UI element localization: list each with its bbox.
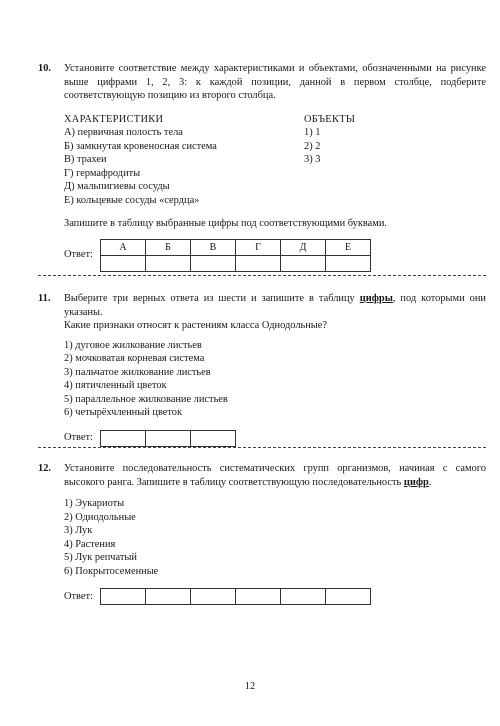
answer-table [100, 588, 371, 605]
answer-cell[interactable] [326, 255, 371, 271]
section-divider [38, 447, 486, 448]
answer-label: Ответ: [64, 249, 93, 261]
option-item: 4) пятичленный цветок [64, 380, 167, 392]
text-part: . [428, 476, 432, 488]
option-item: 4) Растения [64, 538, 116, 550]
option-item: 1) дуговое жилкование листьев [64, 339, 202, 351]
characteristic-item: А) первичная полость тела [64, 127, 183, 139]
option-item: 6) четырёхчленный цветок [64, 407, 183, 419]
characteristic-item: Д) мальпигиевы сосуды [64, 181, 170, 193]
table-instruction: Запишите в таблицу выбранные цифры под соответствующими буквами. [64, 218, 388, 230]
question-text [64, 462, 486, 489]
option-item: 5) параллельное жилкование листьев [64, 393, 228, 405]
characteristic-item: Е) кольцевые сосуды «сердца» [64, 194, 200, 206]
option-item: 2) мочковатая корневая система [64, 353, 205, 365]
text-part: Выберите три верных ответа из шести и запишите в таблицу [64, 293, 360, 304]
letter-header-b: Б [146, 239, 191, 255]
option-item: 3) пальчатое жилкование листьев [64, 366, 211, 378]
characteristics-header: ХАРАКТЕРИСТИКИ [64, 113, 164, 125]
section-divider [38, 275, 486, 276]
option-item: 5) Лук репчатый [64, 552, 137, 564]
question-prompt: Какие признаки относят к растениям класса Однодольные? [64, 320, 328, 332]
object-item: 3) 3 [304, 154, 321, 166]
answer-cell[interactable] [191, 430, 236, 446]
characteristic-item: В) трахеи [64, 154, 107, 166]
answer-cell[interactable] [101, 589, 146, 605]
answer-cell[interactable] [236, 255, 281, 271]
letter-header-v: В [191, 239, 236, 255]
answer-cell[interactable] [146, 255, 191, 271]
option-item: 2) Однодольные [64, 511, 136, 523]
object-item: 1) 1 [304, 127, 321, 139]
question-text: Установите соответствие между характеристиками и объектами, обозначенными на рисунке выше цифрами 1, 2, 3: к каждой позиции, данной в первом столбце, подберите соответствующую позицию из второго столбца. [64, 63, 486, 102]
text-part: , под которыми они указаны. [64, 293, 486, 318]
object-item: 2) 2 [304, 140, 321, 152]
answer-cell[interactable] [101, 430, 146, 446]
answer-table [100, 430, 236, 447]
characteristic-item: Б) замкнутая кровеносная система [64, 140, 217, 152]
answer-cell[interactable] [101, 255, 146, 271]
page-number: 12 [244, 681, 256, 692]
answer-cell[interactable] [191, 589, 236, 605]
characteristics-column [64, 113, 284, 208]
letter-header-g: Г [236, 239, 281, 255]
question-text [64, 292, 486, 319]
answer-cell[interactable] [281, 255, 326, 271]
answer-label: Ответ: [64, 590, 93, 602]
objects-header: ОБЪЕКТЫ [304, 113, 356, 125]
answer-cell[interactable] [326, 589, 371, 605]
letter-header-d: Д [281, 239, 326, 255]
answer-cell[interactable] [191, 255, 236, 271]
characteristic-item: Г) гермафродиты [64, 167, 141, 179]
option-item: 3) Лук [64, 525, 93, 537]
answer-label: Ответ: [64, 432, 93, 444]
question-number: 10. [38, 63, 51, 74]
answer-cell[interactable] [236, 589, 281, 605]
answer-cell[interactable] [146, 589, 191, 605]
question-10 [38, 62, 486, 272]
options-list [64, 497, 486, 578]
emphasized-word: цифр [403, 476, 429, 488]
letter-header-e: Е [326, 239, 371, 255]
question-number: 11. [38, 293, 51, 304]
answer-cell[interactable] [281, 589, 326, 605]
letter-header-a: А [101, 239, 146, 255]
question-12 [38, 462, 486, 605]
options-list [64, 339, 486, 420]
text-part: Установите последовательность систематических групп организмов, начиная с самого высокого ранга. Запишите в таблицу соответствующую последовательность [64, 463, 486, 488]
answer-table [100, 239, 371, 272]
emphasized-word: цифры [359, 293, 393, 304]
question-11 [38, 292, 486, 447]
option-item: 6) Покрытосеменные [64, 565, 159, 577]
objects-column [304, 113, 424, 167]
answer-cell[interactable] [146, 430, 191, 446]
question-number: 12. [38, 463, 51, 474]
option-item: 1) Эукариоты [64, 498, 125, 510]
